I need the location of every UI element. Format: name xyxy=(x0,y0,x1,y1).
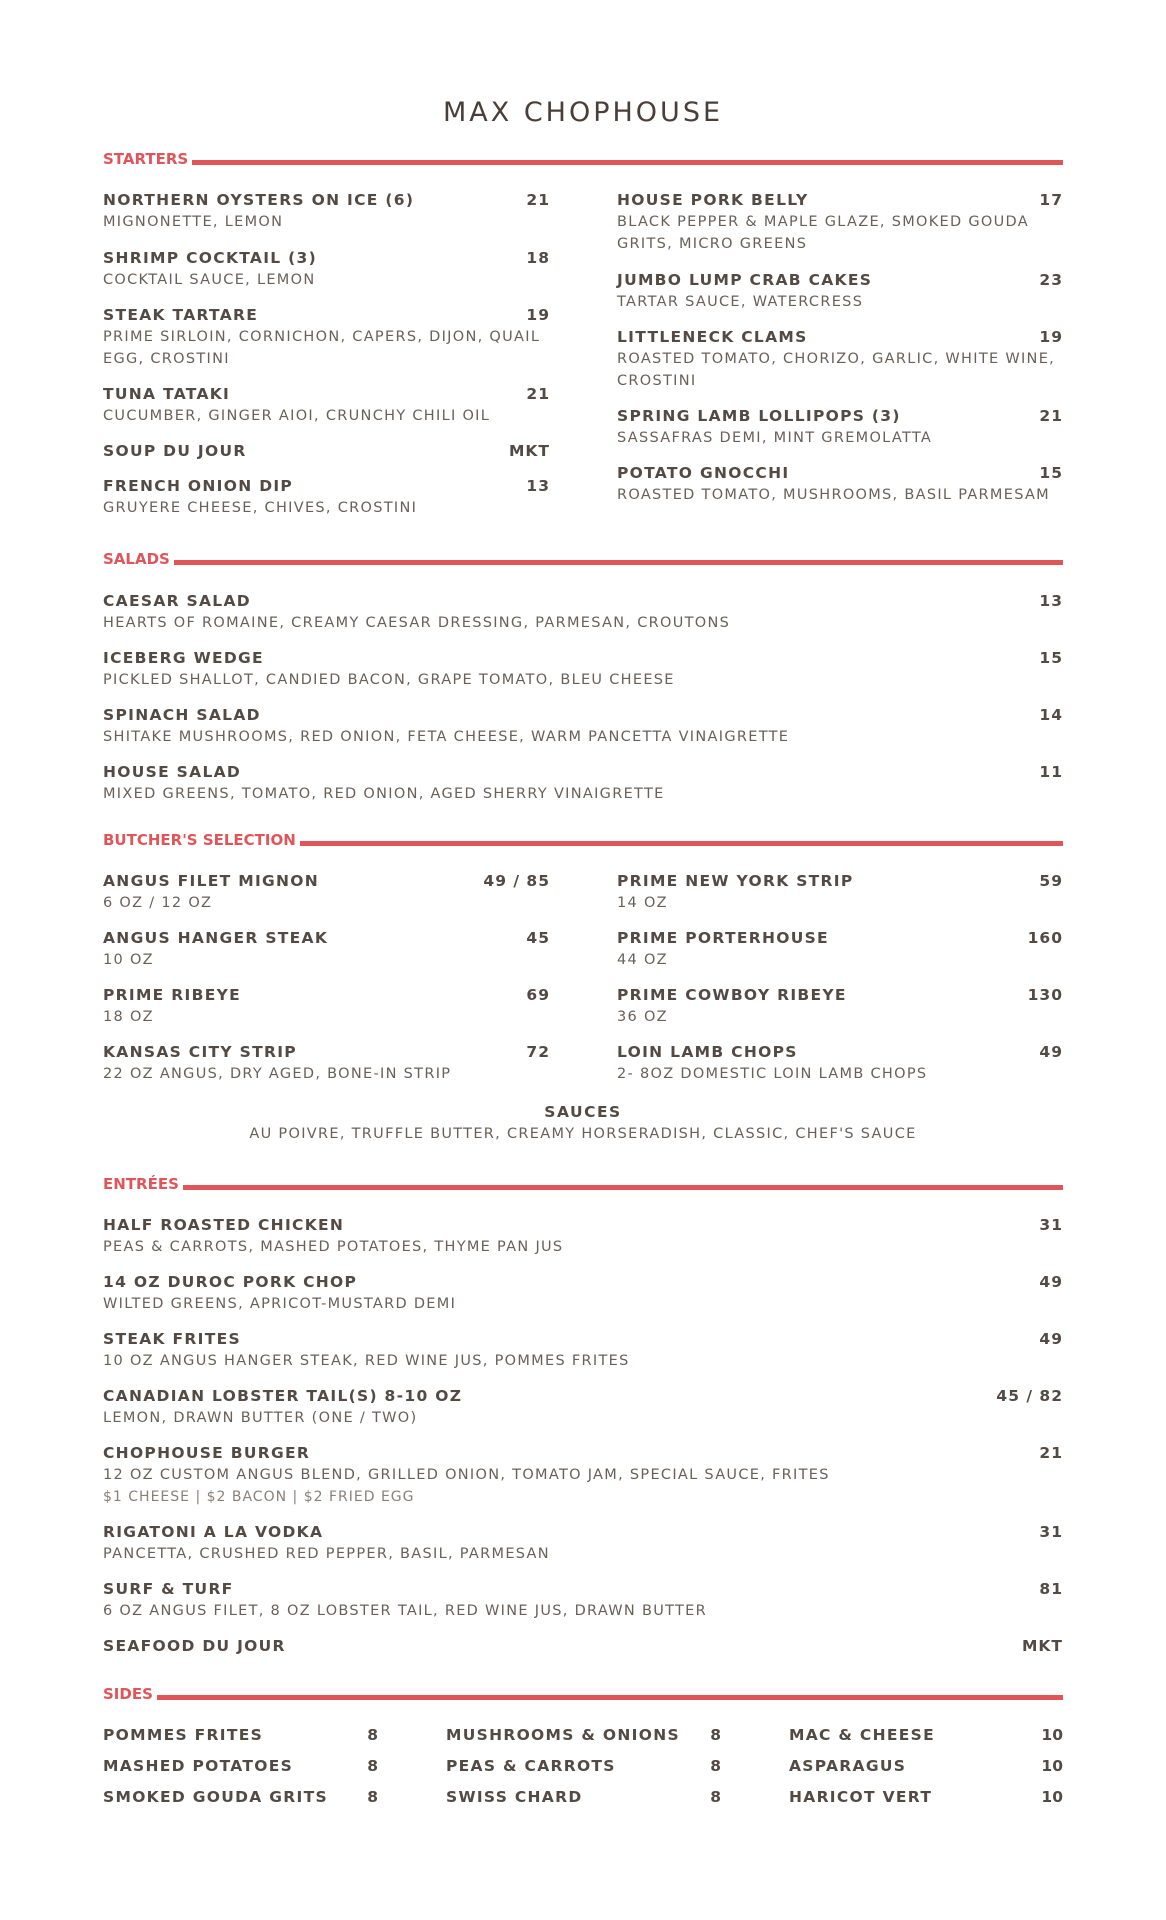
item-description: 10 OZ xyxy=(103,952,154,968)
item-price: 21 xyxy=(526,191,550,209)
side-price: 10 xyxy=(1041,1757,1063,1775)
menu-item xyxy=(103,590,1063,634)
section-header-butchers-selection xyxy=(103,831,1063,851)
item-name: 14 OZ DUROC PORK CHOP xyxy=(103,1273,358,1291)
item-price: 17 xyxy=(1039,191,1063,209)
menu-item xyxy=(103,383,550,427)
item-name: ICEBERG WEDGE xyxy=(103,649,264,667)
item-name: NORTHERN OYSTERS ON ICE (6) xyxy=(103,191,415,209)
menu-item xyxy=(103,870,550,914)
side-price: 10 xyxy=(1041,1788,1063,1806)
side-item xyxy=(446,1724,721,1746)
item-name: SEAFOOD DU JOUR xyxy=(103,1637,286,1655)
menu-item xyxy=(103,704,1063,748)
section-header-sides xyxy=(103,1685,1063,1705)
item-price: 49 / 85 xyxy=(483,872,550,890)
item-name: PRIME PORTERHOUSE xyxy=(617,929,829,947)
menu-item xyxy=(103,440,550,462)
item-description: MIXED GREENS, TOMATO, RED ONION, AGED SHERRY VINAIGRETTE xyxy=(103,786,665,802)
section-title: SALADS xyxy=(103,550,174,568)
item-name: CANADIAN LOBSTER TAIL(S) 8-10 OZ xyxy=(103,1387,463,1405)
item-description: HEARTS OF ROMAINE, CREAMY CAESAR DRESSING, PARMESAN, CROUTONS xyxy=(103,615,731,631)
item-description: PRIME SIRLOIN, CORNICHON, CAPERS, DIJON, QUAIL EGG, CROSTINI xyxy=(103,329,541,367)
item-price: 49 xyxy=(1039,1273,1063,1291)
section-rule xyxy=(103,160,1063,165)
section-header-entrees xyxy=(103,1175,1063,1195)
item-description: WILTED GREENS, APRICOT-MUSTARD DEMI xyxy=(103,1296,457,1312)
item-price: 15 xyxy=(1039,649,1063,667)
menu-item xyxy=(103,647,1063,691)
item-description: 2- 8OZ DOMESTIC LOIN LAMB CHOPS xyxy=(617,1066,928,1082)
menu-item xyxy=(103,1442,1063,1508)
item-description: ROASTED TOMATO, MUSHROOMS, BASIL PARMESAM xyxy=(617,487,1050,503)
item-description: LEMON, DRAWN BUTTER (ONE / TWO) xyxy=(103,1410,418,1426)
side-item xyxy=(446,1786,721,1808)
item-price: 13 xyxy=(1039,592,1063,610)
item-name: STEAK TARTARE xyxy=(103,306,259,324)
item-description: CUCUMBER, GINGER AIOI, CRUNCHY CHILI OIL xyxy=(103,408,491,424)
item-price: 21 xyxy=(1039,407,1063,425)
item-price: 11 xyxy=(1039,763,1063,781)
item-name: KANSAS CITY STRIP xyxy=(103,1043,297,1061)
item-description: 10 OZ ANGUS HANGER STEAK, RED WINE JUS, POMMES FRITES xyxy=(103,1353,630,1369)
menu-item xyxy=(103,475,550,519)
menu-item xyxy=(103,1271,1063,1315)
item-description: GRUYERE CHEESE, CHIVES, CROSTINI xyxy=(103,500,418,516)
item-description: MIGNONETTE, LEMON xyxy=(103,214,284,230)
section-title: BUTCHER'S SELECTION xyxy=(103,831,300,849)
menu-item xyxy=(103,761,1063,805)
menu-item xyxy=(103,247,550,291)
item-price: 21 xyxy=(1039,1444,1063,1462)
item-price: 45 xyxy=(526,929,550,947)
side-item xyxy=(103,1786,378,1808)
menu-item xyxy=(103,984,550,1028)
item-price: 31 xyxy=(1039,1523,1063,1541)
menu-item xyxy=(103,304,550,370)
item-price: 81 xyxy=(1039,1580,1063,1598)
item-name: POTATO GNOCCHI xyxy=(617,464,790,482)
item-name: PRIME RIBEYE xyxy=(103,986,241,1004)
item-description: TARTAR SAUCE, WATERCRESS xyxy=(617,294,864,310)
item-name: LITTLENECK CLAMS xyxy=(617,328,808,346)
side-price: 8 xyxy=(367,1726,378,1744)
menu-item xyxy=(617,405,1063,449)
item-price: 49 xyxy=(1039,1043,1063,1061)
side-price: 8 xyxy=(710,1788,721,1806)
menu-item xyxy=(617,462,1063,506)
sauces-title: SAUCES xyxy=(544,1103,622,1121)
side-price: 10 xyxy=(1041,1726,1063,1744)
item-description: SASSAFRAS DEMI, MINT GREMOLATTA xyxy=(617,430,933,446)
item-name: HOUSE SALAD xyxy=(103,763,242,781)
item-name: HALF ROASTED CHICKEN xyxy=(103,1216,345,1234)
item-name: HOUSE PORK BELLY xyxy=(617,191,809,209)
item-name: CAESAR SALAD xyxy=(103,592,251,610)
sauces-list: AU POIVRE, TRUFFLE BUTTER, CREAMY HORSERADISH, CLASSIC, CHEF'S SAUCE xyxy=(249,1126,917,1142)
item-price: 31 xyxy=(1039,1216,1063,1234)
section-title: STARTERS xyxy=(103,150,192,168)
item-name: SHRIMP COCKTAIL (3) xyxy=(103,249,318,267)
item-add-ons: $1 CHEESE | $2 BACON | $2 FRIED EGG xyxy=(103,1489,415,1505)
item-price: 23 xyxy=(1039,271,1063,289)
item-price: 160 xyxy=(1027,929,1063,947)
side-item xyxy=(103,1724,378,1746)
side-name: SMOKED GOUDA GRITS xyxy=(103,1788,328,1806)
item-description: 18 OZ xyxy=(103,1009,154,1025)
restaurant-title: MAX CHOPHOUSE xyxy=(442,97,724,128)
side-price: 8 xyxy=(710,1757,721,1775)
section-title: ENTRÉES xyxy=(103,1175,183,1193)
item-name: SURF & TURF xyxy=(103,1580,234,1598)
item-name: JUMBO LUMP CRAB CAKES xyxy=(617,271,873,289)
side-item xyxy=(103,1755,378,1777)
item-price: 13 xyxy=(526,477,550,495)
section-header-starters xyxy=(103,150,1063,170)
item-description: COCKTAIL SAUCE, LEMON xyxy=(103,272,316,288)
side-price: 8 xyxy=(367,1788,378,1806)
item-price: 45 / 82 xyxy=(996,1387,1063,1405)
item-name: TUNA TATAKI xyxy=(103,385,231,403)
side-price: 8 xyxy=(710,1726,721,1744)
menu-item xyxy=(103,1385,1063,1429)
side-name: MASHED POTATOES xyxy=(103,1757,294,1775)
item-price: 21 xyxy=(526,385,550,403)
item-description: 6 OZ / 12 OZ xyxy=(103,895,213,911)
section-title: SIDES xyxy=(103,1685,157,1703)
menu-item xyxy=(103,1328,1063,1372)
item-price: 18 xyxy=(526,249,550,267)
menu-item xyxy=(103,189,550,233)
item-description: 22 OZ ANGUS, DRY AGED, BONE-IN STRIP xyxy=(103,1066,452,1082)
section-rule xyxy=(103,560,1063,565)
item-description: ROASTED TOMATO, CHORIZO, GARLIC, WHITE WINE, CROSTINI xyxy=(617,351,1056,389)
item-description: 12 OZ CUSTOM ANGUS BLEND, GRILLED ONION, TOMATO JAM, SPECIAL SAUCE, FRITES xyxy=(103,1467,830,1483)
menu-item xyxy=(103,927,550,971)
section-header-salads xyxy=(103,550,1063,570)
item-price: MKT xyxy=(508,442,550,460)
side-price: 8 xyxy=(367,1757,378,1775)
side-name: PEAS & CARROTS xyxy=(446,1757,616,1775)
menu-item xyxy=(617,189,1063,255)
item-price: 59 xyxy=(1039,872,1063,890)
side-item xyxy=(789,1786,1063,1808)
item-price: 69 xyxy=(526,986,550,1004)
menu-item xyxy=(617,326,1063,392)
side-name: MAC & CHEESE xyxy=(789,1726,935,1744)
menu-item xyxy=(103,1521,1063,1565)
side-name: SWISS CHARD xyxy=(446,1788,583,1806)
side-name: POMMES FRITES xyxy=(103,1726,264,1744)
side-item xyxy=(789,1755,1063,1777)
item-description: SHITAKE MUSHROOMS, RED ONION, FETA CHEESE, WARM PANCETTA VINAIGRETTE xyxy=(103,729,790,745)
side-name: HARICOT VERT xyxy=(789,1788,933,1806)
menu-item xyxy=(617,1041,1063,1085)
item-description: PICKLED SHALLOT, CANDIED BACON, GRAPE TOMATO, BLEU CHEESE xyxy=(103,672,675,688)
section-rule xyxy=(103,1185,1063,1190)
item-name: ANGUS FILET MIGNON xyxy=(103,872,320,890)
item-price: 14 xyxy=(1039,706,1063,724)
side-item xyxy=(789,1724,1063,1746)
menu-item xyxy=(617,927,1063,971)
side-name: ASPARAGUS xyxy=(789,1757,907,1775)
item-name: FRENCH ONION DIP xyxy=(103,477,294,495)
item-name: STEAK FRITES xyxy=(103,1330,241,1348)
menu-item xyxy=(103,1214,1063,1258)
section-rule xyxy=(103,1695,1063,1700)
menu-item xyxy=(103,1041,550,1085)
menu-item xyxy=(617,984,1063,1028)
item-description: 36 OZ xyxy=(617,1009,668,1025)
item-price: 15 xyxy=(1039,464,1063,482)
item-description: 6 OZ ANGUS FILET, 8 OZ LOBSTER TAIL, RED WINE JUS, DRAWN BUTTER xyxy=(103,1603,708,1619)
item-price: 130 xyxy=(1027,986,1063,1004)
menu-item xyxy=(103,1578,1063,1622)
item-description: PANCETTA, CRUSHED RED PEPPER, BASIL, PARMESAN xyxy=(103,1546,550,1562)
item-name: SPRING LAMB LOLLIPOPS (3) xyxy=(617,407,901,425)
item-name: SPINACH SALAD xyxy=(103,706,261,724)
item-price: 19 xyxy=(1039,328,1063,346)
item-name: RIGATONI A LA VODKA xyxy=(103,1523,324,1541)
item-name: CHOPHOUSE BURGER xyxy=(103,1444,311,1462)
item-description: 14 OZ xyxy=(617,895,668,911)
item-description: PEAS & CARROTS, MASHED POTATOES, THYME PAN JUS xyxy=(103,1239,564,1255)
sauces-block xyxy=(103,1101,1063,1145)
item-name: LOIN LAMB CHOPS xyxy=(617,1043,798,1061)
item-name: PRIME COWBOY RIBEYE xyxy=(617,986,847,1004)
item-price: MKT xyxy=(1021,1637,1063,1655)
item-description: BLACK PEPPER & MAPLE GLAZE, SMOKED GOUDA GRITS, MICRO GREENS xyxy=(617,214,1029,252)
menu-item xyxy=(103,1635,1063,1657)
item-description: 44 OZ xyxy=(617,952,668,968)
menu-item xyxy=(617,269,1063,313)
item-name: SOUP DU JOUR xyxy=(103,442,247,460)
menu-item xyxy=(617,870,1063,914)
item-price: 49 xyxy=(1039,1330,1063,1348)
side-name: MUSHROOMS & ONIONS xyxy=(446,1726,680,1744)
item-price: 72 xyxy=(526,1043,550,1061)
side-item xyxy=(446,1755,721,1777)
item-price: 19 xyxy=(526,306,550,324)
item-name: ANGUS HANGER STEAK xyxy=(103,929,329,947)
item-name: PRIME NEW YORK STRIP xyxy=(617,872,854,890)
